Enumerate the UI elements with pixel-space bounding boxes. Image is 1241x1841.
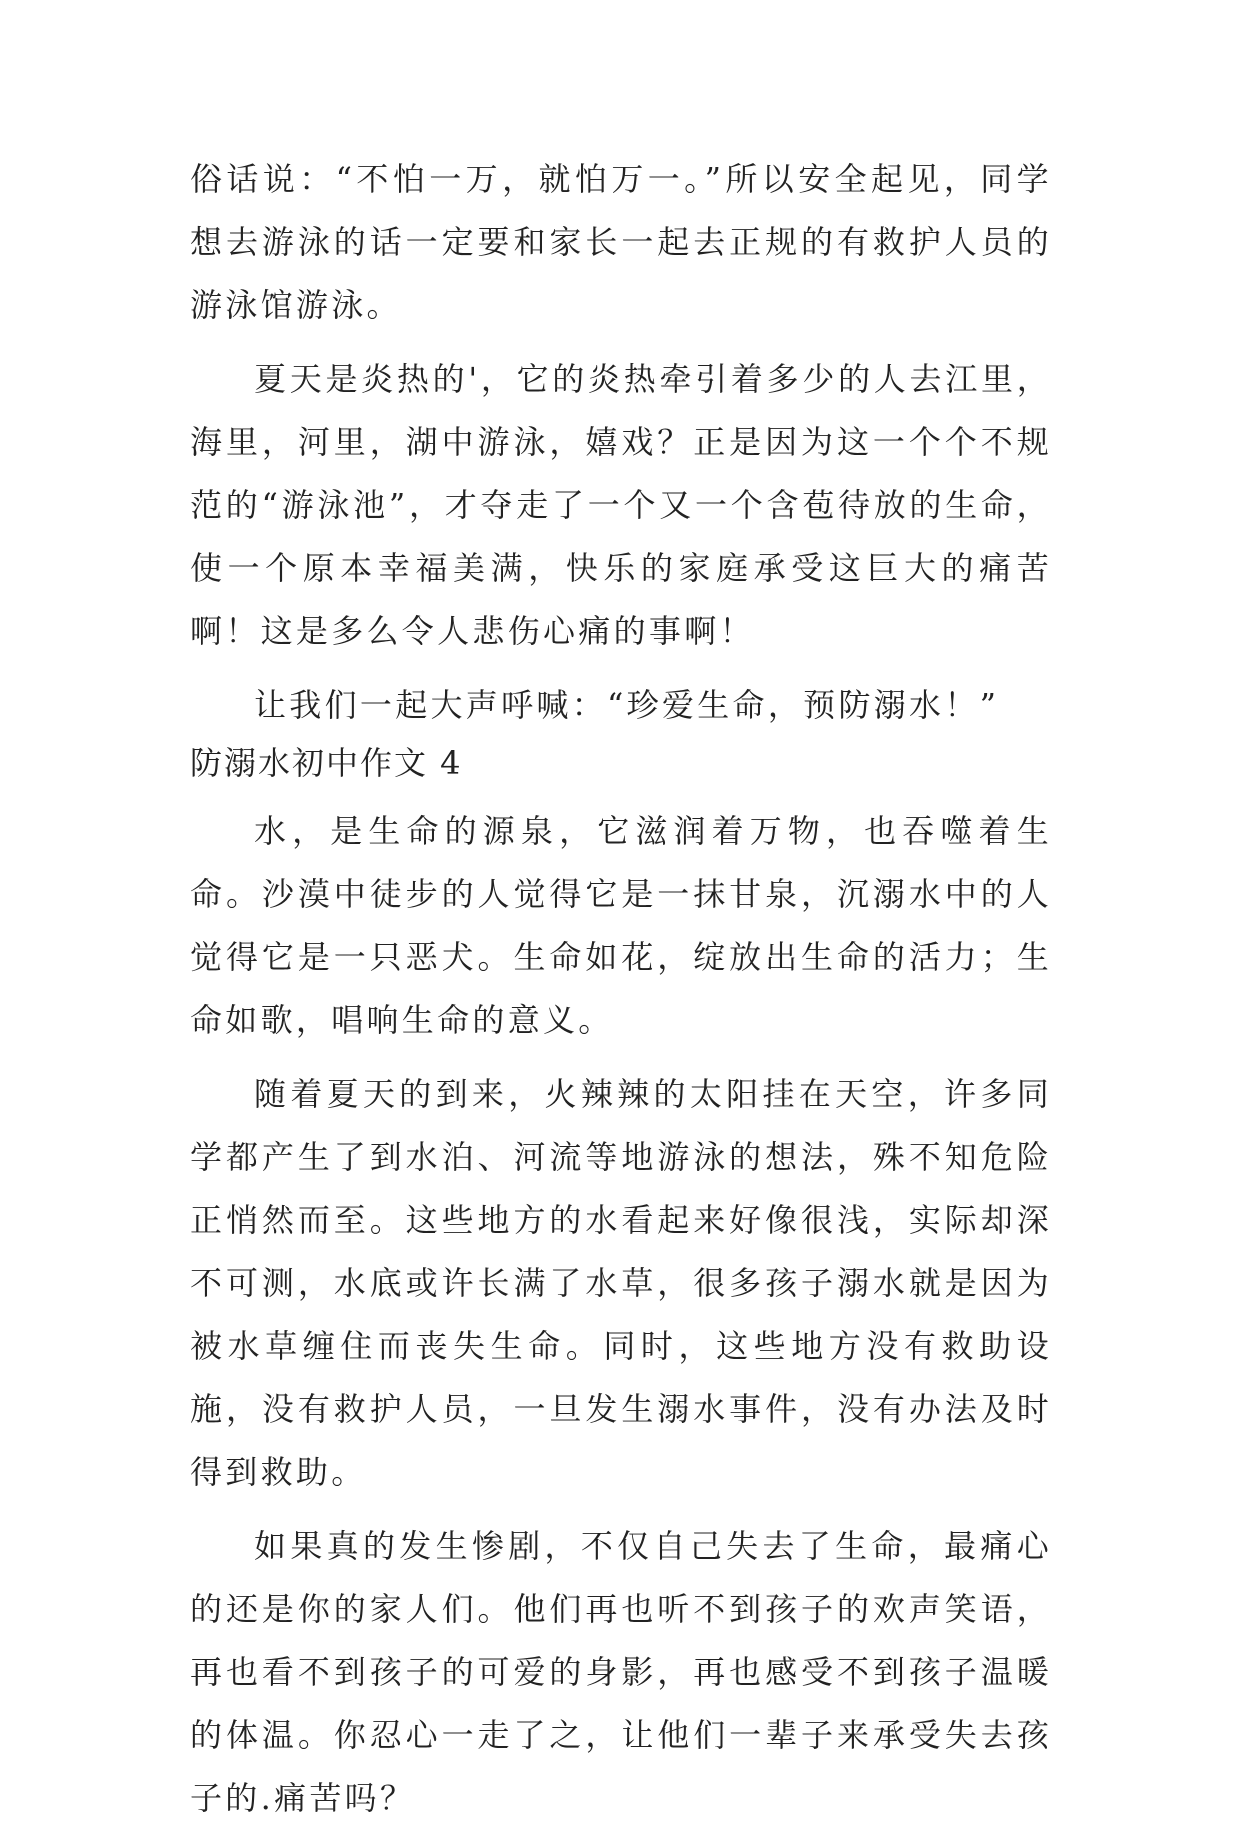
essay-heading: 防溺水初中作文 4 — [190, 744, 463, 782]
paragraph-family-grief: 如果真的发生惨剧，不仅自己失去了生命，最痛心的还是你的家人们。他们再也听不到孩子的欢声笑语，再也看不到孩子的可爱的身影，再也感受不到孩子温暖的体温。你忍心一走了之，让他们一辈子来承受失去孩子的.痛苦吗？ — [190, 1527, 1052, 1817]
paragraph-call-to-action: 让我们一起大声呼喊：“珍爱生命，预防溺水！” — [254, 686, 1000, 724]
document-page — [190, 148, 1052, 1841]
paragraph-summer-heat: 夏天是炎热的'，它的炎热牵引着多少的人去江里，海里，河里，湖中游泳，嬉戏？正是因为这一个个不规范的“游泳池”，才夺走了一个又一个含苞待放的生命，使一个原本幸福美满，快乐的家庭承受这巨大的痛苦啊！这是多么令人悲伤心痛的事啊！ — [190, 360, 1052, 650]
paragraph-water-source: 水，是生命的源泉，它滋润着万物，也吞噬着生命。沙漠中徒步的人觉得它是一抹甘泉，沉溺水中的人觉得它是一只恶犬。生命如花，绽放出生命的活力；生命如歌，唱响生命的意义。 — [190, 812, 1052, 1039]
paragraph-summer-danger: 随着夏天的到来，火辣辣的太阳挂在天空，许多同学都产生了到水泊、河流等地游泳的想法，殊不知危险正悄然而至。这些地方的水看起来好像很浅，实际却深不可测，水底或许长满了水草，很多孩子溺水就是因为被水草缠住而丧失生命。同时，这些地方没有救助设施，没有救护人员，一旦发生溺水事件，没有办法及时得到救助。 — [190, 1075, 1052, 1491]
paragraph-swim-safely: 俗话说：“不怕一万，就怕万一。”所以安全起见，同学想去游泳的话一定要和家长一起去正规的有救护人员的游泳馆游泳。 — [190, 160, 1052, 324]
